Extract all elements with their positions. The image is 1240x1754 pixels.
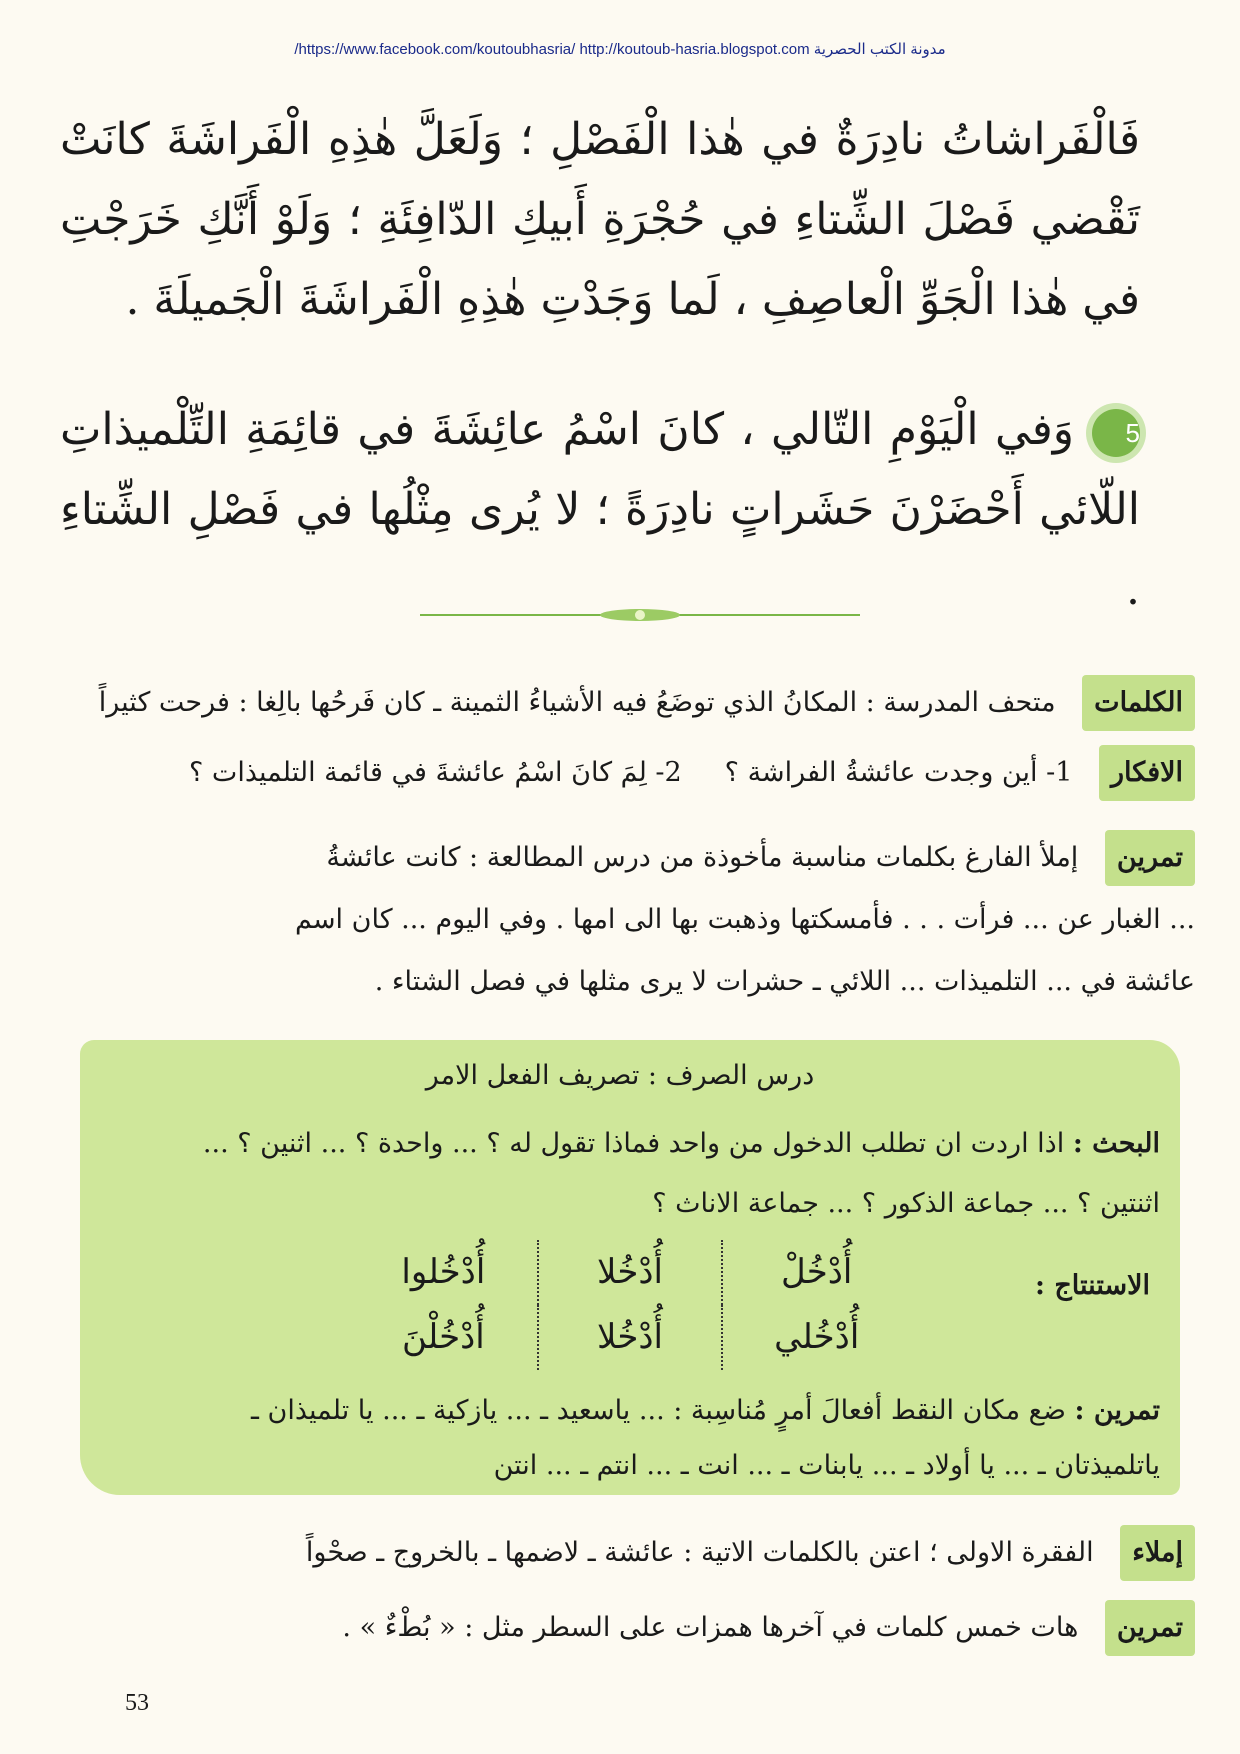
story-paragraph-5-text: وَفي الْيَوْمِ التّالي ، كانَ اسْمُ عائِشَةَ في قائِمَةِ التِّلْميذاتِ اللّائي أَحْضَرْنَ حَشَراتٍ نادِرَةً ؛ لا يُرى مِثْلُها في فَصْلِ الشِّتاءِ .: [60, 404, 1140, 615]
drill-line-1: ضع مكان النقط أفعالَ أمرٍ مُناسِبة : ... ياسعيد ـ ... يازكية ـ ... يا تلميذان ـ: [251, 1395, 1066, 1426]
vocab-text: متحف المدرسة : المكانُ الذي توضَعُ فيه الأشياءُ الثمينة ـ كان فَرحُها بالِغا : فرحت كثيراً: [98, 687, 1056, 718]
conclusion-label: الاستنتاج :: [1035, 1270, 1150, 1301]
page-number: 53: [125, 1690, 149, 1716]
conjugation-table: [350, 1240, 910, 1370]
ideas-q1: أين وجدت عائشةُ الفراشة ؟: [724, 757, 1038, 788]
grammar-title: درس الصرف : تصريف الفعل الامر: [425, 1060, 815, 1091]
bottom-exercise-row: [45, 1600, 1195, 1656]
dictation-text: الفقرة الاولى ؛ اعتن بالكلمات الاتية : عائشة ـ لاضمها ـ بالخروج ـ صحْواً: [305, 1537, 1094, 1568]
ideas-q1-num: 1-: [1046, 757, 1073, 788]
conj-cell: أُدْخُلْ: [780, 1252, 853, 1292]
conj-cell: أُدْخُلي: [774, 1317, 860, 1357]
dictation-label: إملاء: [1120, 1525, 1195, 1581]
drill-line-2: ياتلميذتان ـ ... يا أولاد ـ ... يابنات ـ ... انت ـ ... انتم ـ ... انتن: [493, 1450, 1160, 1481]
drill-row: [80, 1385, 1160, 1437]
bottom-exercise-label: تمرين: [1105, 1600, 1195, 1656]
ornament-divider: [420, 608, 860, 622]
research-line-1: اذا اردت ان تطلب الدخول من واحد فماذا تقول له ؟ ... واحدة ؟ ... اثنين ؟ ...: [202, 1128, 1065, 1159]
story-paragraph-4: فَالْفَراشاتُ نادِرَةٌ في هٰذا الْفَصْلِ ؛ وَلَعَلَّ هٰذِهِ الْفَراشَةَ كانَتْ تَقْضي فَصْلَ الشِّتاءِ في حُجْرَةِ أَبيكِ الدّافِئَةِ ؛ وَلَوْ أَنَّكِ خَرَجْتِ في هٰذا الْجَوِّ الْعاصِفِ ، لَما وَجَدْتِ هٰذِهِ الْفَراشَةَ الْجَميلَةَ .: [60, 114, 1140, 325]
ideas-q2: لِمَ كانَ اسْمُ عائشةَ في قائمة التلميذات ؟: [189, 757, 647, 788]
exercise-row: [45, 830, 1195, 886]
ideas-label: الافكار: [1099, 745, 1195, 801]
research-line-2: اثنتين ؟ ... جماعة الذكور ؟ ... جماعة الاناث ؟: [652, 1188, 1160, 1219]
research-row: [80, 1118, 1160, 1170]
research-label: البحث :: [1072, 1128, 1160, 1159]
conj-cell: أُدْخُلوا: [401, 1252, 486, 1292]
ideas-q2-num: 2-: [655, 757, 682, 788]
ideas-row: [45, 745, 1195, 801]
conj-cell: أُدْخُلْنَ: [401, 1317, 485, 1357]
exercise-line-3: عائشة في ... التلميذات ... اللائي ـ حشرات لا يرى مثلها في فصل الشتاء .: [374, 966, 1195, 997]
bottom-exercise-text: هات خمس كلمات في آخرها همزات على السطر مثل : « بُطْءٌ » .: [342, 1612, 1079, 1643]
drill-label: تمرين :: [1074, 1395, 1160, 1426]
conj-cell: أُدْخُلا: [537, 1305, 724, 1370]
conj-cell: أُدْخُلا: [537, 1240, 724, 1305]
exercise-label: تمرين: [1105, 830, 1195, 886]
paragraph-number-badge: 5: [1092, 409, 1140, 457]
exercise-line-2: ... الغبار عن ... فرأت . . . فأمسكتها وذهبت بها الى امها . وفي اليوم ... كان اسم: [294, 904, 1195, 935]
dictation-row: [45, 1525, 1195, 1581]
vocab-row: [45, 675, 1195, 731]
vocab-label: الكلمات: [1082, 675, 1195, 731]
exercise-line-1: إملأ الفارغ بكلمات مناسبة مأخوذة من درس المطالعة : كانت عائشةُ: [326, 842, 1079, 873]
story-paragraph-5: [60, 390, 1140, 630]
header-link[interactable]: /https://www.facebook.com/koutoubhasria/ http://koutoub-hasria.blogspot.com مدونة الكتب الحصرية: [294, 41, 946, 58]
